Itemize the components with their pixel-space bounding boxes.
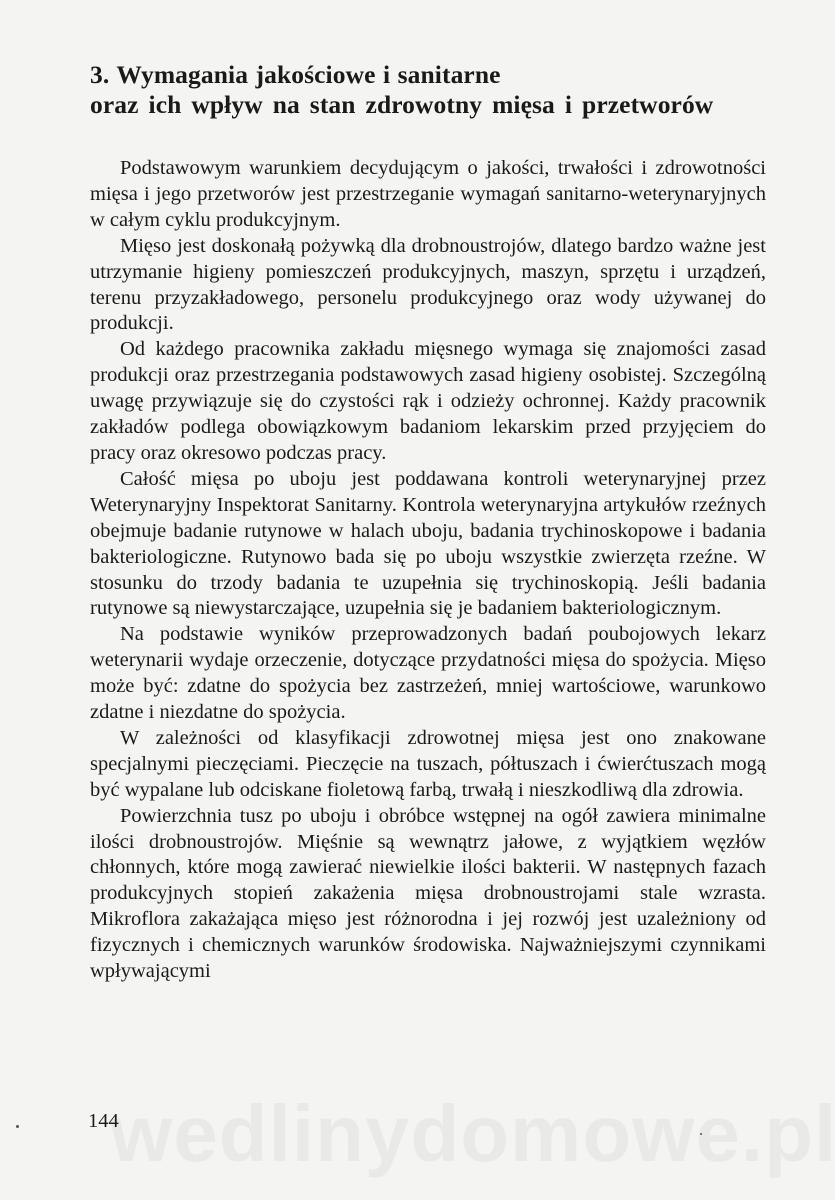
page-content [90,60,766,983]
paragraph-1: Podstawowym warunkiem decydującym o jakości, trwałości i zdrowotności mięsa i jego przetworów jest przestrzeganie wymagań sanitarno-weterynaryjnych w całym cyklu produkcyjnym. [90,157,766,231]
paragraph-6: W zależności od klasyfikacji zdrowotnej mięsa jest ono znakowane specjalnymi pieczęciami. Pieczęcie na tuszach, półtuszach i ćwierćtuszach mogą być wypalane lub odciskane fioletową farbą, trwałą i nieszkodliwą dla zdrowia. [90,726,766,801]
section-title-line2: oraz ich wpływ na stan zdrowotny mięsa i przetworów [90,90,714,119]
paragraph-7: Powierzchnia tusz po uboju i obróbce wstępnej na ogół zawiera minimalne ilości drobnoustrojów. Mięśnie są wewnątrz jałowe, z wyjątkiem węzłów chłonnych, które mogą zawierać niewielkie ilości bakterii. W następnych fazach produkcyjnych stopień zakażenia mięsa drobnoustrojami stale wzrasta. Mikroflora zakażająca mięso jest różnorodna i jej rozwój jest uzależniony od fizycznych i chemicznych warunków środowiska. Najważniejszymi czynnikami wpływającymi [90,804,766,983]
paragraph-2: Mięso jest doskonałą pożywką dla drobnoustrojów, dlatego bardzo ważne jest utrzymanie higieny pomieszczeń produkcyjnych, maszyn, sprzętu i urządzeń, terenu przyzakładowego, personelu produkcyjnego oraz wody używanej do produkcji. [90,234,766,335]
body-text [90,156,766,985]
paragraph-5: Na podstawie wyników przeprowadzonych badań poubojowych lekarz weterynarii wydaje orzeczenie, dotyczące przydatności mięsa do spożycia. Mięso może być: zdatne do spożycia bez zastrzeżeń, mniej wartościowe, warunkowo zdatne i niezdatne do spożycia. [90,623,766,724]
paragraph-4: Całość mięsa po uboju jest poddawana kontroli weterynaryjnej przez Weterynaryjny Inspektorat Sanitarny. Kontrola weterynaryjna artykułów rzeźnych obejmuje badanie rutynowe w halach uboju, badania trychinoskopowe i badania bakteriologiczne. Rutynowo bada się po uboju wszystkie zwierzęta rzeźne. W stosunku do trzody badania te uzupełnia się trychinoskopią. Jeśli badania rutynowe są niewystarczające, uzupełnia się je badaniem bakteriologicznym. [90,467,766,620]
watermark [110,1088,835,1180]
paragraph-3: Od każdego pracownika zakładu mięsnego wymaga się znajomości zasad produkcji oraz przestrzegania podstawowych zasad higieny osobistej. Szczególną uwagę przywiązuje się do czystości rąk i odzieży ochronnej. Każdy pracownik zakładów podlega obowiązkowym badaniom lekarskim przed przyjęciem do pracy oraz okresowo podczas pracy. [90,338,766,464]
scan-speck [16,1125,19,1128]
scan-speck [700,1133,702,1135]
section-heading [90,60,766,120]
section-title-line1: 3. Wymagania jakościowe i sanitarne [90,60,501,89]
page-number: 144 [88,1110,119,1132]
